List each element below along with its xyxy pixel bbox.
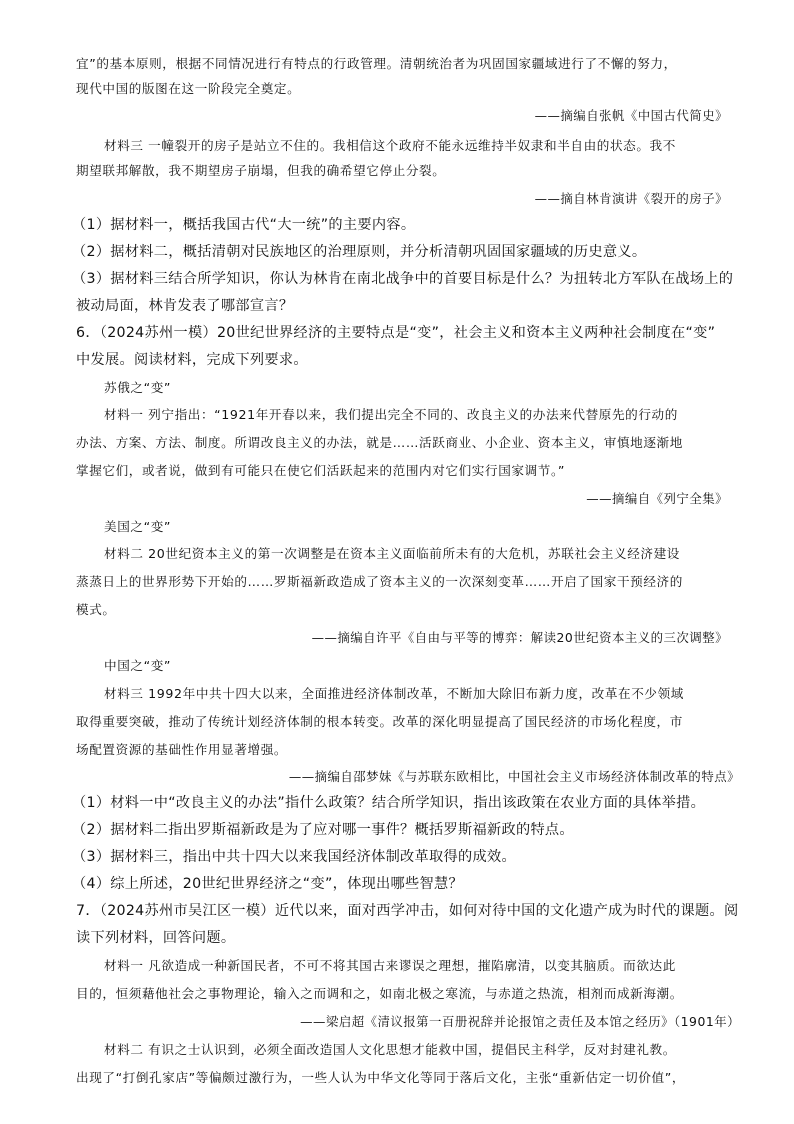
q6-m1-line-2: 办法、方案、方法、制度。所谓改良主义的办法，就是……活跃商业、小企业、资本主义，审慎地逐渐地 (76, 435, 683, 450)
q6-m2-line-2: 蒸蒸日上的世界形势下开始的……罗斯福新政造成了资本主义的一次深刻变革……开启了国家干预经济的 (76, 574, 683, 589)
q6-heading-soviet: 苏俄之“变” (104, 380, 172, 395)
q6-m2-line-3: 模式。 (76, 602, 116, 617)
q5-sub-3: （3）据材料三结合所学知识，你认为林肯在南北战争中的首要目标是什么？为扭转北方军队在战场上的 (72, 271, 734, 287)
q6-m2-source: ——摘编自许平《自由与平等的博弈：解读20世纪资本主义的三次调整》 (311, 630, 728, 645)
material3-source: ——摘自林肯演讲《裂开的房子》 (534, 191, 728, 206)
q7-stem-1: 7．（2024苏州市吴江区一模）近代以来，面对西学冲击，如何对待中国的文化遗产成为时代的课题。阅 (76, 903, 739, 919)
q6-m1-line-1: 材料一 列宁指出：“1921年开春以来，我们提出完全不同的、改良主义的办法来代替原先的行动的 (104, 407, 678, 422)
q6-stem-2: 中发展。阅读材料，完成下列要求。 (76, 352, 308, 368)
q7-m1-source: ——梁启超《清议报第一百册祝辞并论报馆之责任及本馆之经历》（1901年） (300, 1014, 740, 1029)
q7-m1-line-2: 目的，恒须藉他社会之事物理论，输入之而调和之，如南北极之寒流，与赤道之热流，相剂而成新海潮。 (76, 986, 683, 1001)
q6-m3-line-1: 材料三 1992年中共十四大以来，全面推进经济体制改革，不断加大除旧布新力度，改革在不少领域 (104, 686, 684, 701)
q7-m2-line-1: 材料二 有识之士认识到，必须全面改造国人文化思想才能救中国，提倡民主科学，反对封建礼教。 (104, 1042, 676, 1057)
q7-stem-2: 读下列材料，回答问题。 (76, 930, 236, 946)
q6-heading-china: 中国之“变” (104, 658, 172, 673)
q7-m2-line-2: 出现了“打倒孔家店”等偏颇过激行为，一些人认为中华文化等同于落后文化，主张“重新估定一切价值”， (76, 1070, 686, 1085)
q6-m3-line-3: 场配置资源的基础性作用显著增强。 (76, 742, 288, 757)
q6-stem-1: 6．（2024苏州一模）20世纪世界经济的主要特点是“变”，社会主义和资本主义两种社会制度在“变” (76, 325, 716, 341)
q6-sub-3: （3）据材料三，指出中共十四大以来我国经济体制改革取得的成效。 (72, 849, 516, 865)
continuation-line-1: 宜”的基本原则，根据不同情况进行有特点的行政管理。清朝统治者为巩固国家疆域进行了不懈的努力， (76, 56, 677, 71)
continuation-line-2: 现代中国的版图在这一阶段完全奠定。 (76, 81, 301, 96)
q6-m2-line-1: 材料二 20世纪资本主义的第一次调整是在资本主义面临前所未有的大危机，苏联社会主义经济建设 (104, 546, 680, 561)
material3-line-2: 期望联邦解散，我不期望房子崩塌，但我的确希望它停止分裂。 (76, 163, 446, 178)
q7-m1-line-1: 材料一 凡欲造成一种新国民者，不可不将其国古来谬误之理想，摧陷廓清，以变其脑质。而欲达此 (104, 958, 676, 973)
q6-sub-4: （4）综上所述，20世纪世界经济之“变”，体现出哪些智慧？ (72, 876, 463, 892)
q6-sub-1: （1）材料一中“改良主义的办法”指什么政策？结合所学知识，指出该政策在农业方面的具体举措。 (72, 795, 706, 811)
q6-heading-usa: 美国之“变” (104, 519, 172, 534)
q6-sub-2: （2）据材料二指出罗斯福新政是为了应对哪一事件？概括罗斯福新政的特点。 (72, 822, 574, 838)
material3-line-1: 材料三 一幢裂开的房子是站立不住的。我相信这个政府不能永远维持半奴隶和半自由的状态。我不 (104, 138, 676, 153)
q6-m1-source: ——摘编自《列宁全集》 (586, 491, 728, 506)
q5-sub-1: （1）据材料一，概括我国古代“大一统”的主要内容。 (72, 217, 416, 233)
q5-sub-2: （2）据材料二，概括清朝对民族地区的治理原则，并分析清朝巩固国家疆域的历史意义。 (72, 244, 647, 260)
q5-sub-3-cont: 被动局面，林肯发表了哪部宣言？ (76, 298, 294, 314)
continuation-source: ——摘编自张帆《中国古代简史》 (534, 108, 728, 123)
q6-m3-source: ——摘编自邵梦妹《与苏联东欧相比，中国社会主义市场经济体制改革的特点》 (288, 769, 740, 784)
q6-m1-line-3: 掌握它们，或者说，做到有可能只在使它们活跃起来的范围内对它们实行国家调节。” (76, 463, 565, 478)
q6-m3-line-2: 取得重要突破，推动了传统计划经济体制的根本转变。改革的深化明显提高了国民经济的市场化程度，市 (76, 714, 683, 729)
